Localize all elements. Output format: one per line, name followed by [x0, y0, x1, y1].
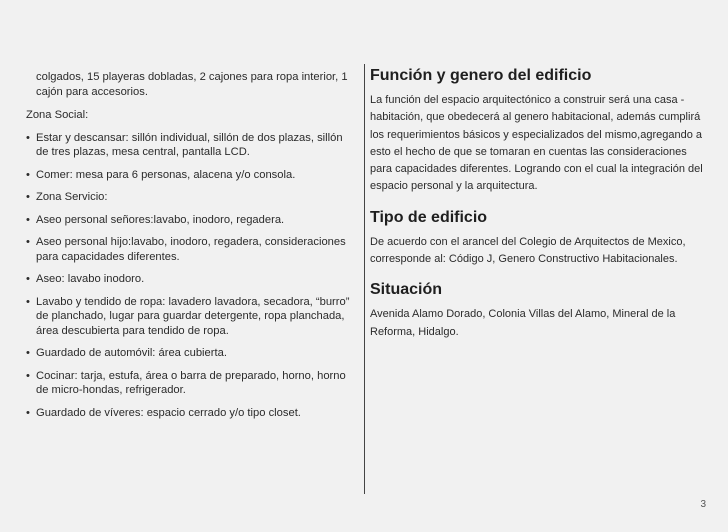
section-body: De acuerdo con el arancel del Colegio de Arquitectos de Mexico, corresponde al: Código J, Genero Constructivo Habitacionales. [370, 235, 686, 266]
bullet-icon: • [26, 369, 30, 382]
section-heading: Situación [370, 281, 443, 299]
right-column [370, 64, 705, 351]
list-item: • Aseo personal señores:lavabo, inodoro, regadera. [26, 213, 285, 226]
bullet-icon: • [26, 273, 30, 285]
bullet-icon: • [26, 347, 30, 359]
section-heading: Tipo de edificio [370, 208, 488, 226]
page-number: 3 [700, 499, 706, 510]
bullet-icon: • [26, 213, 30, 226]
column-divider [364, 64, 365, 494]
list-item: • Guardado de automóvil: área cubierta. [26, 347, 227, 359]
list-item: • Aseo: lavabo inodoro. [26, 273, 145, 285]
bullet-icon: • [26, 131, 30, 144]
bullet-icon: • [26, 168, 30, 181]
section-funcion [370, 64, 705, 196]
list-item: • Comer: mesa para 6 personas, alacena y/o consola. [26, 168, 296, 181]
list-item: • Lavabo y tendido de ropa: lavadero lavadora, secadora, “burro” de planchado, lugar para guardar detergente, ropa planchada, área descubierta para tendido de ropa. [26, 295, 350, 337]
bullet-icon: • [26, 406, 30, 419]
continuation-text: colgados, 15 playeras dobladas, 2 cajones para ropa interior, 1 cajón para accesorios. [36, 71, 348, 98]
bullet-icon: • [26, 236, 30, 248]
section-body: Avenida Alamo Dorado, Colonia Villas del Alamo, Mineral de la Reforma, Hidalgo. [370, 308, 676, 338]
list-item: • Cocinar: tarja, estufa, área o barra de preparado, horno, horno de micro-hondas, refrigerador. [26, 369, 346, 396]
list-item: • Aseo personal hijo:lavabo, inodoro, regadera, consideraciones para capacidades diferentes. [26, 236, 346, 263]
section-tipo [370, 206, 705, 269]
list-item: • Zona Servicio: [26, 191, 108, 203]
section-body: La función del espacio arquitectónico a construir será una casa - habitación, que obedecerá al genero habitacional, además cumplirá los requerimientos básicos y especializados del mismo,agregando a esto el hecho de que se tomaran en cuentas las consideraciones para capacidades diferentes. Logrando con el cual la integración del espacio personal y la arquitectura. [370, 94, 703, 193]
left-column [26, 70, 356, 420]
bullet-icon: • [26, 191, 30, 203]
zone-social-title: Zona Social: [26, 109, 89, 121]
list-item: • Estar y descansar: sillón individual, sillón de dos plazas, sillón de tres plazas, mesa central, pantalla LCD. [26, 131, 343, 158]
section-heading: Función y genero del edificio [370, 67, 592, 84]
section-situacion [370, 278, 705, 341]
list-item: • Guardado de víveres: espacio cerrado y/o tipo closet. [26, 406, 301, 419]
bullet-icon: • [26, 295, 30, 308]
requirements-list [26, 131, 356, 421]
